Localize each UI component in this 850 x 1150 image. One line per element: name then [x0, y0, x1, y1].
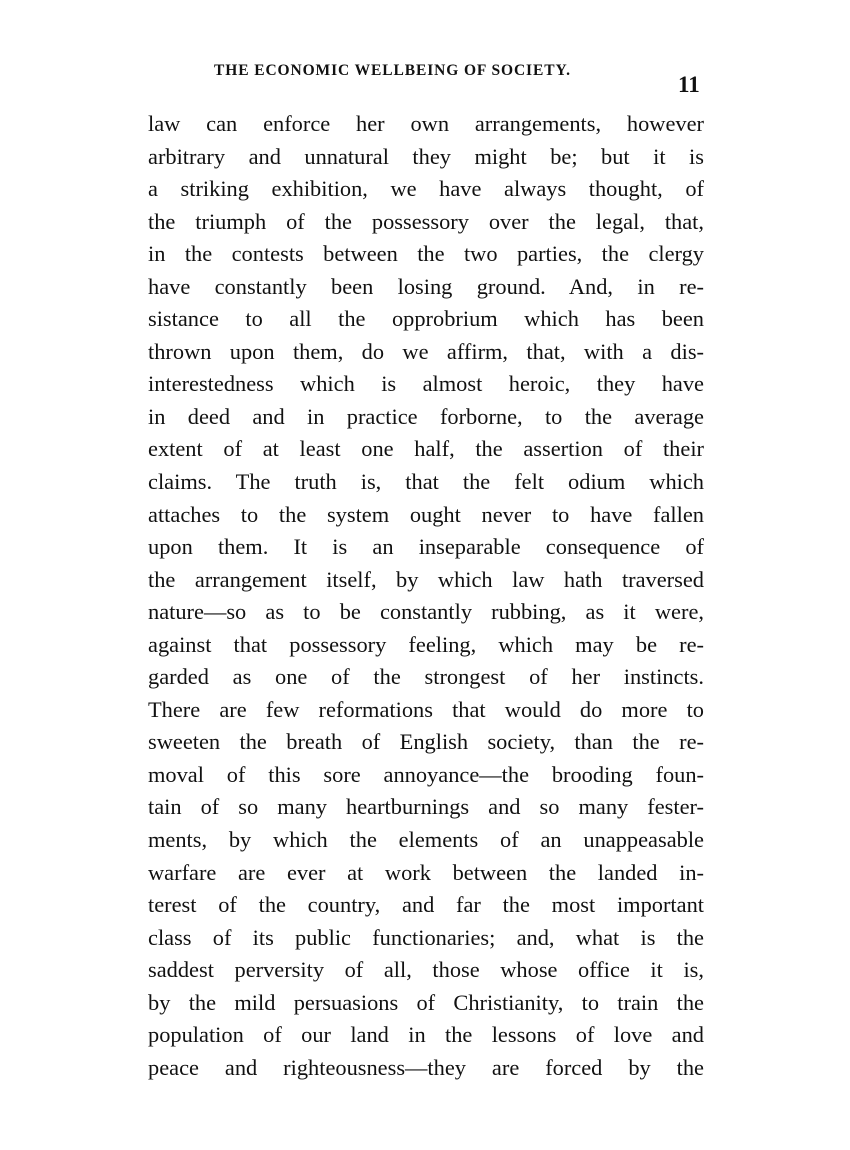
text-line: claims. The truth is, that the felt odium which [148, 469, 704, 495]
text-line: There are few reformations that would do more to [148, 696, 704, 722]
text-line: by the mild persuasions of Christianity, to train the [148, 989, 704, 1015]
text-line: attaches to the system ought never to have fallen [148, 501, 704, 527]
text-line: the triumph of the possessory over the legal, that, [148, 208, 704, 234]
text-line: population of our land in the lessons of love and [148, 1022, 704, 1048]
text-line: law can enforce her own arrangements, however [148, 111, 704, 136]
text-line: sistance to all the opprobrium which has been [148, 306, 704, 332]
text-line: thrown upon them, do we affirm, that, with a dis- [148, 338, 704, 364]
text-line: terest of the country, and far the most important [148, 892, 704, 918]
text-line: in deed and in practice forborne, to the average [148, 403, 704, 429]
text-line: moval of this sore annoyance—the brooding foun- [148, 761, 704, 787]
text-line: extent of at least one half, the assertion of their [148, 436, 704, 462]
text-line: a striking exhibition, we have always thought, of [148, 176, 704, 202]
text-line: arbitrary and unnatural they might be; but it is [148, 143, 704, 169]
text-line: class of its public functionaries; and, what is the [148, 924, 704, 950]
text-line: tain of so many heartburnings and so many fester- [148, 794, 704, 820]
text-line: nature—so as to be constantly rubbing, as it were, [148, 599, 704, 625]
text-line: sweeten the breath of English society, than the re- [148, 729, 704, 755]
text-line: garded as one of the strongest of her instincts. [148, 664, 704, 690]
running-title: THE ECONOMIC WELLBEING OF SOCIETY. [214, 62, 571, 79]
text-line: interestedness which is almost heroic, they have [148, 371, 704, 397]
text-line: upon them. It is an inseparable consequence of [148, 534, 704, 560]
text-line: against that possessory feeling, which may be re- [148, 631, 704, 657]
text-line: have constantly been losing ground. And, in re- [148, 273, 704, 299]
text-line: peace and righteousness—they are forced by the [148, 1054, 704, 1080]
text-line: ments, by which the elements of an unappeasable [148, 827, 704, 853]
page-number: 11 [678, 72, 700, 97]
text-line: warfare are ever at work between the landed in- [148, 859, 704, 885]
body-text [148, 108, 704, 1084]
text-line: the arrangement itself, by which law hath traversed [148, 566, 704, 592]
text-line: in the contests between the two parties, the clergy [148, 241, 704, 267]
text-line: saddest perversity of all, those whose office it is, [148, 957, 704, 983]
